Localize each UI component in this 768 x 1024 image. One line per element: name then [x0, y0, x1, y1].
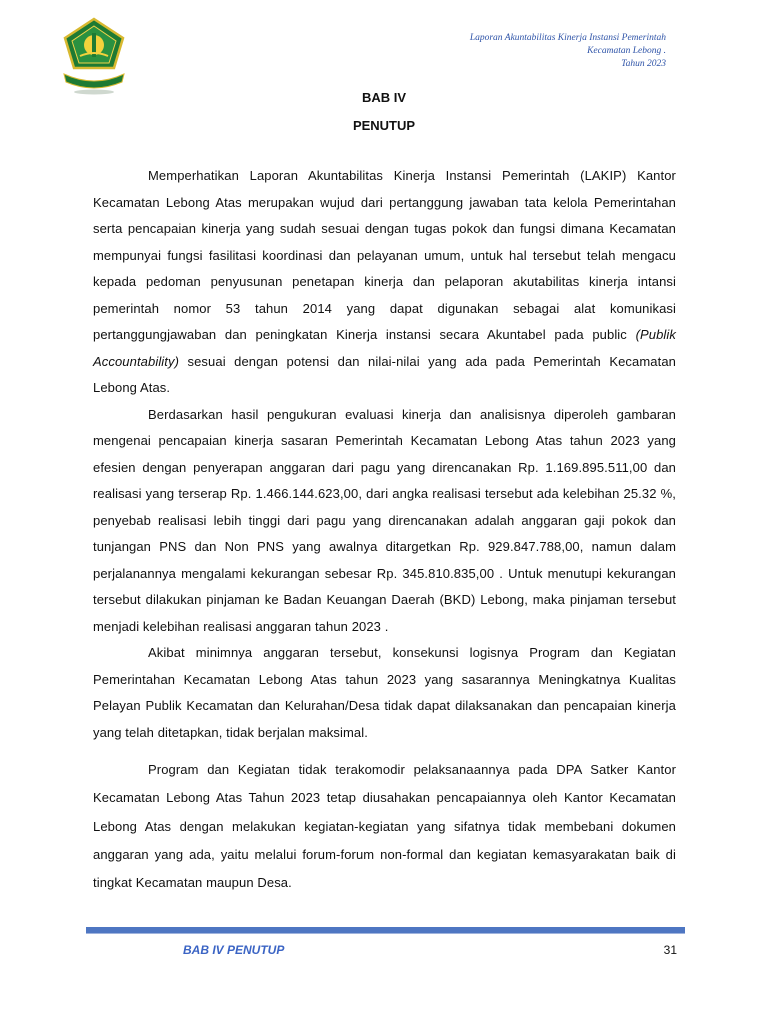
paragraph-lakip	[93, 163, 676, 402]
running-header	[470, 32, 666, 71]
paragraph-evaluation: Berdasarkan hasil pengukuran evaluasi kinerja dan analisisnya diperoleh gambaran mengenai pencapaian kinerja sasaran Pemerintah Kecamatan Lebong Atas tahun 2023 yang efesien dengan penyerapan anggaran dari pagu yang direncanakan Rp. 1.169.895.511,00 dan realisasi yang terserap Rp. 1.466.144.623,00, dari angka realisasi tersebut ada kelebihan 25.32 %, penyebab realisasi lebih tinggi dari pagu yang direncanakan adalah anggaran gaji pokok dan tunjangan PNS dan Non PNS yang awalnya ditargetkan Rp. 929.847.788,00, namun dalam perjalanannya mengalami kekurangan sebesar Rp. 345.810.835,00 . Untuk menutupi kekurangan tersebut dilakukan pinjaman ke Badan Keuangan Daerah (BKD) Lebong, maka pinjaman tersebut menjadi kelebihan realisasi anggaran tahun 2023 .	[93, 406, 676, 634]
report-year: Tahun 2023	[621, 59, 666, 69]
report-title: Laporan Akuntabilitas Kinerja Instansi Pemerintah	[469, 33, 666, 43]
kemenag-emblem-icon	[56, 16, 132, 96]
paragraph-lakip-text-a: Memperhatikan Laporan Akuntabilitas Kinerja Instansi Pemerintah (LAKIP) Kantor Kecamatan Lebong Atas merupakan wujud dari pertanggung jawaban tata kelola Pemerintahan serta pencapaian kinerja yang sudah sesuai dengan tugas pokok dan fungsi dimana Kecamatan mempunyai fungsi fasilitasi koordinasi dan pelayanan umum, untuk hal tersebut telah mengacu kepada pedoman penyusunan penetapan kinerja dan pelaporan akutabilitas kinerja intansi pemerintah nomor 53 tahun 2014 yang dapat digunakan sebagai alat komunikasi pertanggungjawaban dan peningkatan Kinerja instansi secara Akuntabel pada public	[93, 168, 676, 342]
office-name: Kecamatan Lebong .	[587, 46, 666, 56]
footer-section: BAB IV PENUTUP	[183, 943, 285, 957]
paragraph-lakip-italic: (Publik Accountability)	[93, 327, 676, 369]
paragraph-programs: Program dan Kegiatan tidak terakomodir pelaksanaannya pada DPA Satker Kantor Kecamatan Lebong Atas Tahun 2023 tetap diusahakan pencapaiannya oleh Kantor Kecamatan Lebong Atas dengan melakukan kegiatan-kegiatan yang sifatnya tidak membebani dokumen anggaran yang ada, yaitu melalui forum-forum non-formal dan kegiatan kemasyarakatan baik di tingkat Kecamatan maupun Desa.	[93, 762, 676, 891]
document-body	[93, 163, 676, 897]
footer-divider	[86, 927, 685, 934]
page-number: 31	[663, 943, 677, 957]
paragraph-lakip-text-b: sesuai dengan potensi dan nilai-nilai yang ada pada Pemerintah Kecamatan Lebong Atas.	[93, 353, 676, 395]
chapter-title: PENUTUP	[352, 118, 416, 133]
paragraph-consequence: Akibat minimnya anggaran tersebut, konsekunsi logisnya Program dan Kegiatan Pemerintahan Kecamatan Lebong Atas tahun 2023 yang sasarannya Meningkatnya Kualitas Pelayan Publik Kecamatan dan Kelurahan/Desa tidak dapat dilaksanakan dan pencapaian kinerja yang telah ditetapkan, tidak berjalan maksimal.	[93, 645, 676, 740]
chapter-number: BAB IV	[361, 90, 407, 105]
